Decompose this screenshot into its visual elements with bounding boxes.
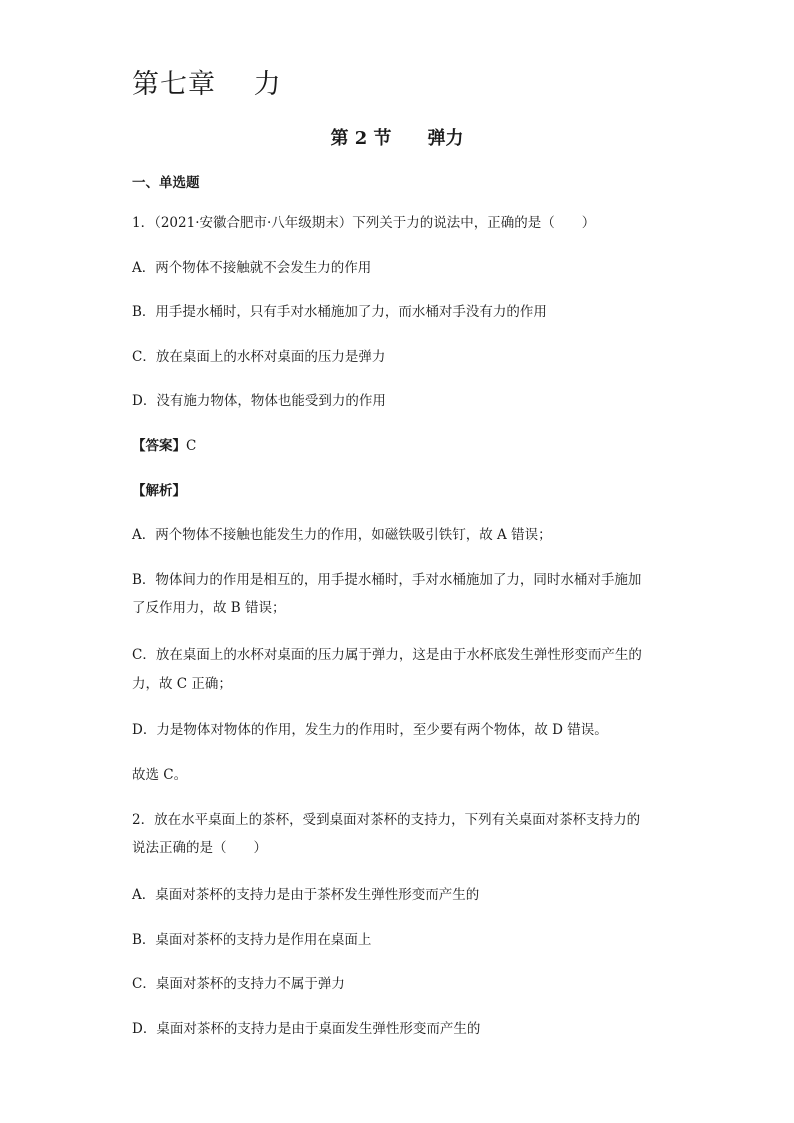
analysis-line: A．两个物体不接触也能发生力的作用，如磁铁吸引铁钉，故 A 错误； <box>132 527 552 543</box>
question-1-option-c: C．放在桌面上的水杯对桌面的压力是弹力 <box>132 349 386 365</box>
question-2-stem-line-1: 2．放在水平桌面上的茶杯，受到桌面对茶杯的支持力，下列有关桌面对茶杯支持力的 <box>132 812 641 828</box>
analysis-line: 力，故 C 正确； <box>132 676 232 692</box>
question-1-option-d: D．没有施力物体，物体也能受到力的作用 <box>132 393 386 409</box>
section-title: 第 2 节 弹力 <box>330 128 464 149</box>
question-2-option-c: C．桌面对茶杯的支持力不属于弹力 <box>132 976 345 992</box>
question-2-option-d: D．桌面对茶杯的支持力是由于桌面发生弹性形变而产生的 <box>132 1021 481 1037</box>
chapter-title: 第七章 力 <box>132 69 282 100</box>
section-heading: 一、单选题 <box>132 175 200 191</box>
analysis-line: B．物体间力的作用是相互的，用手提水桶时，手对水桶施加了力，同时水桶对手施加 <box>132 572 642 588</box>
analysis-line: C．放在桌面上的水杯对桌面的压力属于弹力，这是由于水杯底发生弹性形变而产生的 <box>132 647 642 663</box>
question-1-conclusion: 故选 C。 <box>132 767 188 783</box>
question-1-stem: 1．（2021·安徽合肥市·八年级期末）下列关于力的说法中，正确的是（ ） <box>132 215 596 231</box>
question-1-analysis-label: 【解析】 <box>132 483 186 499</box>
analysis-line: 了反作用力，故 B 错误； <box>132 600 286 616</box>
question-1-answer <box>132 436 196 456</box>
question-2-option-a: A．桌面对茶杯的支持力是由于茶杯发生弹性形变而产生的 <box>132 887 480 903</box>
answer-label: 【答案】 <box>132 438 186 454</box>
question-2-option-b: B．桌面对茶杯的支持力是作用在桌面上 <box>132 932 372 948</box>
answer-value: C <box>186 438 197 454</box>
question-2-stem-line-2: 说法正确的是（ ） <box>132 840 267 856</box>
analysis-line: D．力是物体对物体的作用，发生力的作用时，至少要有两个物体，故 D 错误。 <box>132 722 608 738</box>
question-1-option-a: A．两个物体不接触就不会发生力的作用 <box>132 260 372 276</box>
question-1-option-b: B．用手提水桶时，只有手对水桶施加了力，而水桶对手没有力的作用 <box>132 304 547 320</box>
